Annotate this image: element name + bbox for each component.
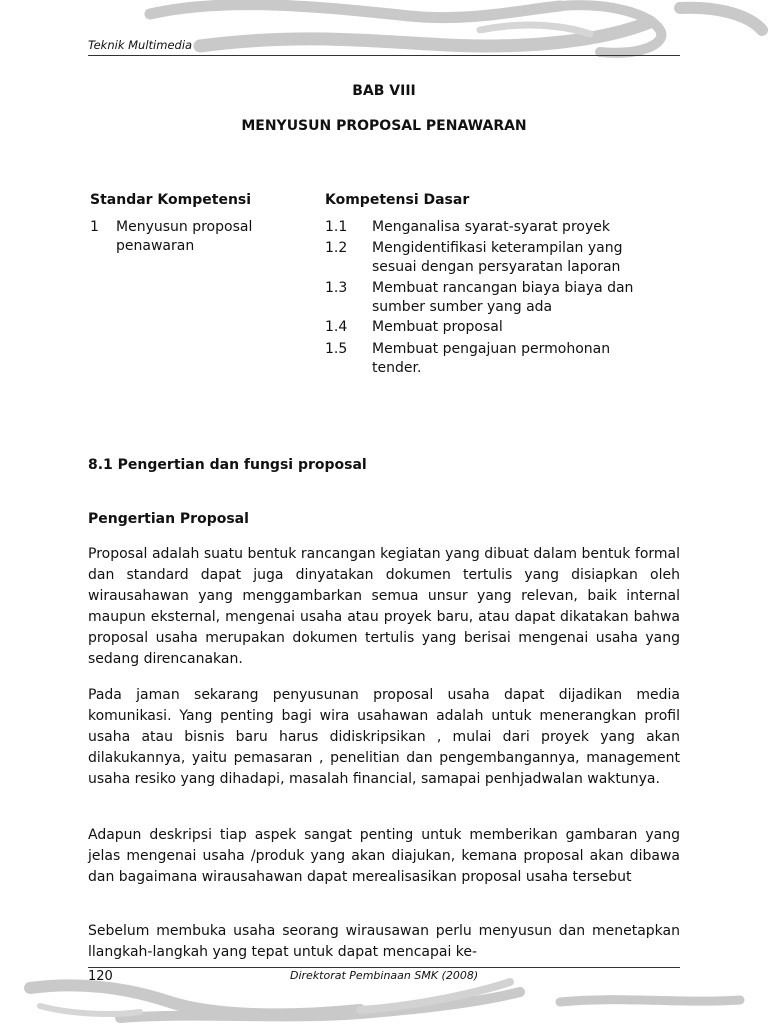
basic-item-number: 1.1 [325,219,348,235]
standard-item-number: 1 [90,219,99,235]
section-heading: 8.1 Pengertian dan fungsi proposal [88,457,367,473]
basic-item-text: Menganalisa syarat-syarat proyek [372,219,610,235]
basic-item-line: Membuat pengajuan permohonan [372,341,611,357]
basic-item-text [372,279,633,317]
basic-competency-heading: Kompetensi Dasar [325,192,470,208]
footer-swirl-decoration [0,962,768,1024]
basic-item-line: Membuat rancangan biaya biaya dan [372,280,634,296]
basic-item-text [372,340,610,378]
basic-item-number: 1.5 [325,341,348,357]
page-number: 120 [88,969,113,984]
standard-item-text [116,218,252,256]
basic-item-number: 1.4 [325,319,348,335]
header-swirl-decoration [0,0,768,62]
basic-item-text [372,239,622,277]
paragraph: Pada jaman sekarang penyusunan proposal usaha dapat dijadikan media komunikasi. Yang penting bagi wira usahawan adalah untuk menerangkan profil usaha atau bisnis baru harus didiskripsikan , mulai dari proyek yang akan dilakukannya, yaitu pemasaran , penelitian dan pengembangannya, management usaha resiko yang dihadapi, masalah financial, samapai penhjadwalan waktunya. [88,687,680,787]
standard-item-line: penawaran [116,238,195,254]
basic-item-line: sumber sumber yang ada [372,299,553,315]
basic-item-line: Mengidentifikasi keterampilan yang [372,240,623,256]
running-footer: Direktorat Pembinaan SMK (2008) [290,969,479,982]
basic-item-number: 1.2 [325,240,348,256]
chapter-number: BAB VIII [352,83,416,99]
basic-item-text: Membuat proposal [372,319,503,335]
basic-item-number: 1.3 [325,280,348,296]
subsection-heading: Pengertian Proposal [88,511,249,527]
paragraph: Proposal adalah suatu bentuk rancangan kegiatan yang dibuat dalam bentuk formal dan standard dapat juga dinyatakan dokumen tertulis yang disiapkan oleh wirausahawan yang menggambarkan semua unsur yang relevan, baik internal maupun eksternal, mengenai usaha atau proyek baru, atau dapat dikatakan bahwa proposal usaha merupakan dokumen tertulis yang berisai mengenai usaha yang sedang direncanakan. [88,546,680,667]
chapter-title: MENYUSUN PROPOSAL PENAWARAN [241,118,527,134]
standard-item-line: Menyusun proposal [116,219,253,235]
paragraph: Adapun deskripsi tiap aspek sangat penting untuk memberikan gambaran yang jelas mengenai usaha /produk yang akan diajukan, kemana proposal akan dibawa dan bagaimana wirausahawan dapat merealisasikan proposal usaha tersebut [88,827,680,885]
header-rule [88,55,680,56]
basic-item-line: sesuai dengan persyaratan laporan [372,259,621,275]
standard-competency-heading: Standar Kompetensi [90,192,252,208]
basic-item-line: tender. [372,360,422,376]
paragraph: Sebelum membuka usaha seorang wirausawan perlu menyusun dan menetapkan llangkah-langkah yang tepat untuk dapat mencapai ke- [88,923,680,960]
running-header: Teknik Multimedia [88,38,193,52]
